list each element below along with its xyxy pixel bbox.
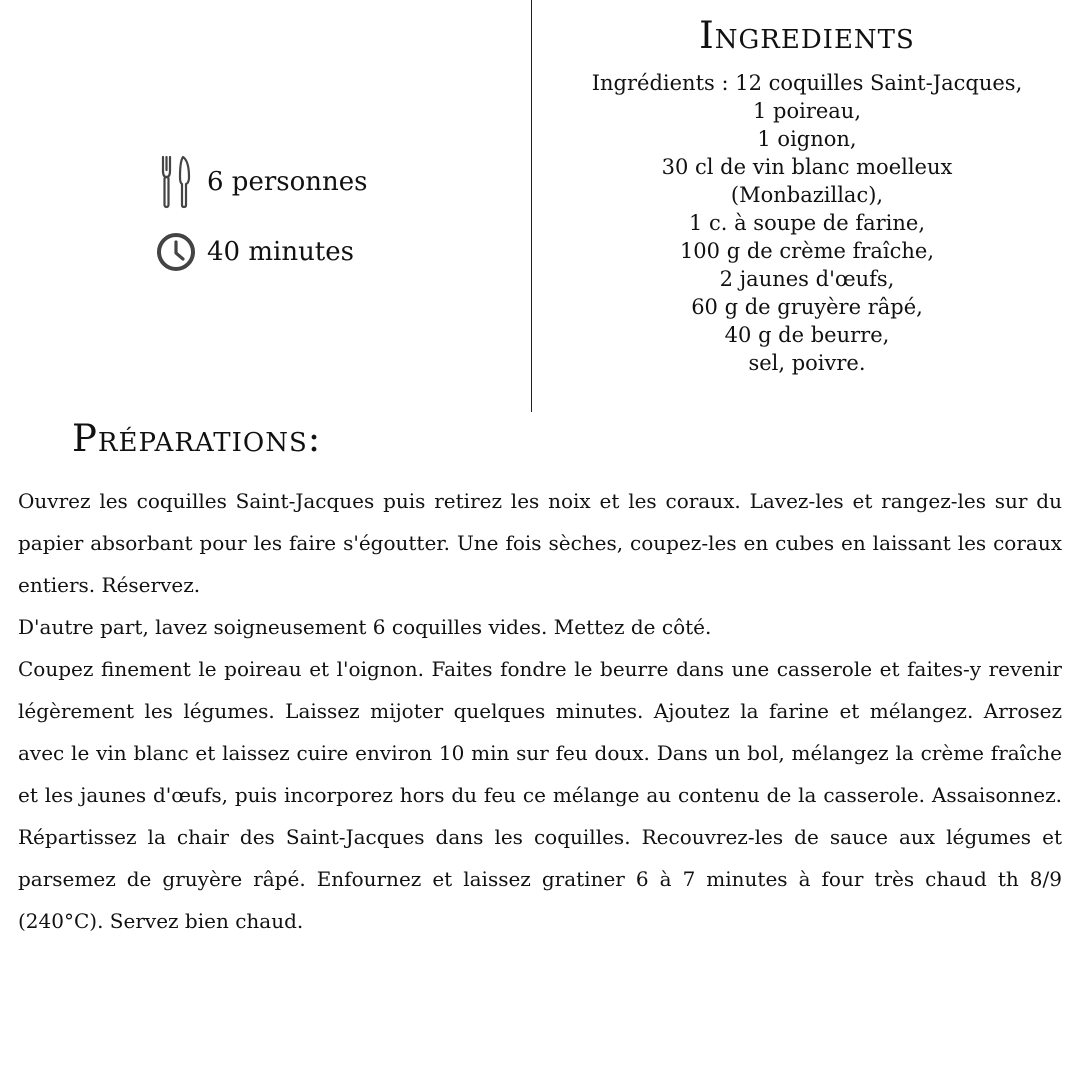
- ingredients-title: Ingredients: [699, 14, 915, 57]
- ingredient-item: 2 jaunes d'œufs,: [719, 267, 895, 291]
- servings-row: [155, 152, 475, 212]
- time-text: 40 minutes: [207, 237, 354, 267]
- fork-knife-icon: [155, 154, 197, 210]
- ingredient-item: 1 c. à soupe de farine,: [688, 211, 926, 235]
- servings-text: 6 personnes: [207, 167, 368, 197]
- ingredients-section: [560, 12, 1054, 377]
- ingredient-item: sel, poivre.: [748, 351, 866, 375]
- preparation-paragraph: Ouvrez les coquilles Saint-Jacques puis retirez les noix et les coraux. Lavez-les et rangez-les sur du papier absorbant pour les faire s'égoutter. Une fois sèches, coupez-les en cubes en laissant les coraux entiers. Réservez.: [18, 489, 1062, 597]
- ingredient-item: 60 g de gruyère râpé,: [691, 295, 923, 319]
- ingredient-item: 100 g de crème fraîche,: [679, 239, 935, 263]
- ingredients-list: [560, 69, 1054, 377]
- preparations-text: [18, 480, 1062, 942]
- column-divider: [531, 0, 532, 412]
- preparation-paragraph: Coupez finement le poireau et l'oignon. Faites fondre le beurre dans une casserole et faites-y revenir légèrement les légumes. Laissez mijoter quelques minutes. Ajoutez la farine et mélangez. Arrosez avec le vin blanc et laissez cuire environ 10 min sur feu doux. Dans un bol, mélangez la crème fraîche et les jaunes d'œufs, puis incorporez hors du feu ce mélange au contenu de la casserole. Assaisonnez. Répartissez la chair des Saint-Jacques dans les coquilles. Recouvrez-les de sauce aux légumes et parsemez de gruyère râpé. Enfournez et laissez gratiner 6 à 7 minutes à four très chaud th 8/9 (240°C). Servez bien chaud.: [18, 657, 1062, 933]
- clock-icon: [155, 224, 197, 280]
- ingredient-item: 30 cl de vin blanc moelleux: [661, 155, 953, 179]
- ingredient-item: (Monbazillac),: [730, 183, 884, 207]
- ingredient-item: 40 g de beurre,: [724, 323, 890, 347]
- preparation-paragraph: D'autre part, lavez soigneusement 6 coquilles vides. Mettez de côté.: [18, 615, 712, 639]
- time-row: [155, 222, 475, 282]
- ingredient-item: 1 poireau,: [752, 99, 862, 123]
- ingredient-item: Ingrédients : 12 coquilles Saint-Jacques,: [591, 71, 1023, 95]
- ingredient-item: 1 oignon,: [757, 127, 857, 151]
- recipe-meta: [155, 152, 475, 282]
- preparations-title: Préparations:: [72, 417, 322, 460]
